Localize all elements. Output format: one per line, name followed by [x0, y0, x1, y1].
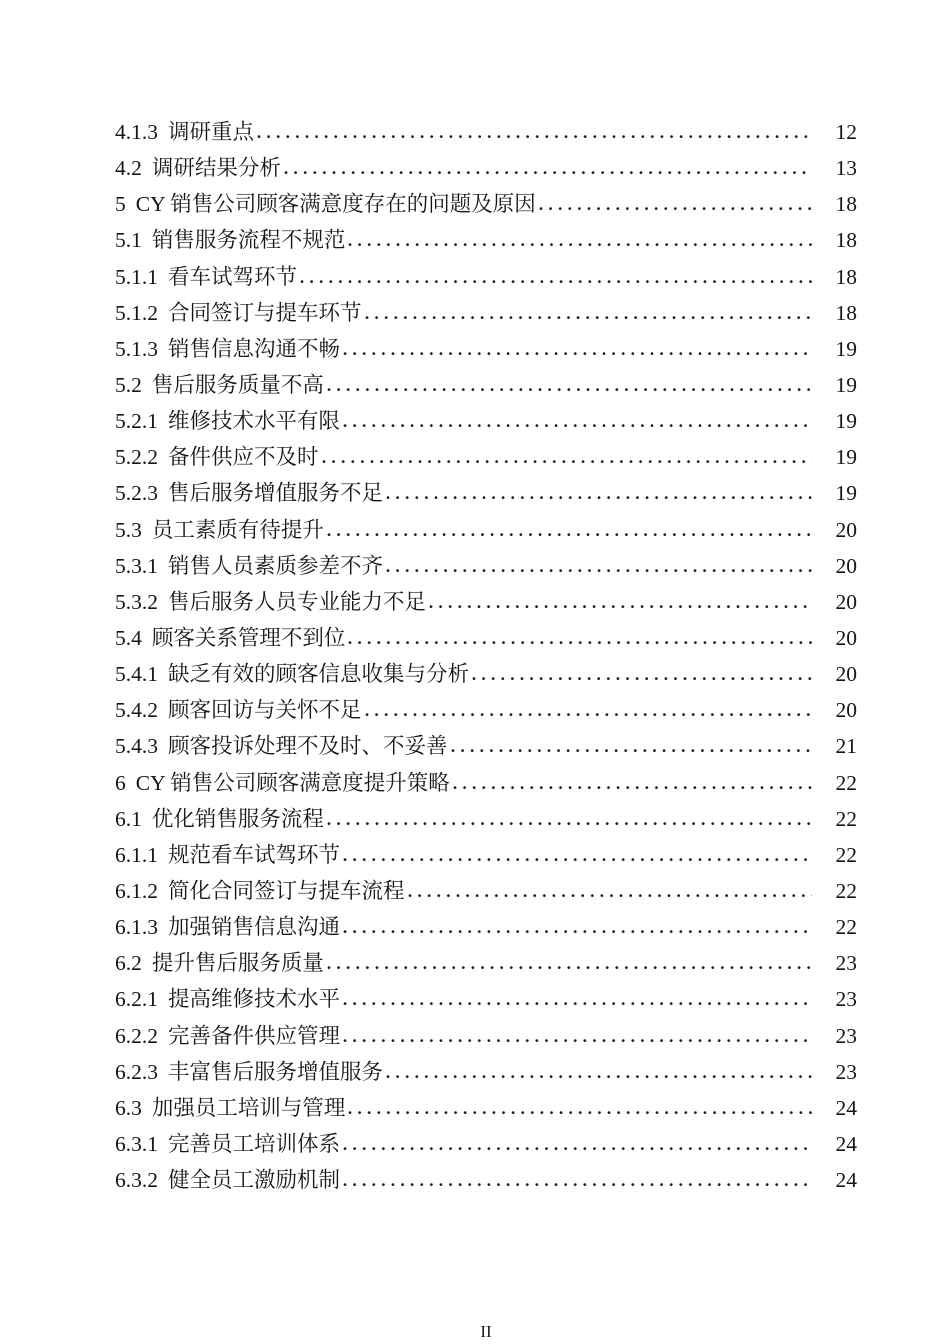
- page-footer: [115, 1323, 857, 1341]
- toc-entry: [115, 728, 857, 764]
- toc-entry-number: 6.1: [115, 806, 142, 831]
- toc-entry-page: 23: [835, 1023, 857, 1048]
- toc-entry: [115, 765, 857, 801]
- toc-entry-title: 顾客关系管理不到位: [151, 625, 346, 650]
- toc-entry: [115, 548, 857, 584]
- toc-entry: [115, 367, 857, 403]
- toc-entry-number: 5.4: [115, 625, 142, 650]
- toc-entry-number: 4.2: [115, 156, 142, 181]
- toc-entry-number: 5.1.3: [115, 336, 158, 361]
- toc-entry: [115, 439, 857, 475]
- dot-leader: [348, 640, 812, 645]
- dot-leader: [539, 206, 812, 211]
- toc-entry-number: 5.2.3: [115, 481, 158, 506]
- toc-entry-title: 备件供应不及时: [168, 445, 319, 470]
- toc-entry-page: 13: [835, 156, 857, 181]
- toc-entry: [115, 837, 857, 873]
- toc-entry-title: CY 销售公司顾客满意度提升策略: [135, 770, 450, 795]
- toc-entry: [115, 692, 857, 728]
- toc-entry-page: 24: [835, 1168, 857, 1193]
- toc-entry-title: 员工素质有待提升: [151, 517, 324, 542]
- toc-entry-number: 6.3.1: [115, 1131, 158, 1156]
- toc-entry-title: 调研重点: [168, 120, 255, 144]
- table-of-contents: [115, 114, 857, 1198]
- toc-entry: [115, 584, 857, 620]
- toc-entry-title: 完善员工培训体系: [168, 1131, 341, 1156]
- toc-entry-page: 22: [835, 878, 857, 903]
- toc-entry-page: 19: [835, 481, 857, 506]
- dot-leader: [343, 423, 812, 428]
- dot-leader: [343, 1001, 812, 1006]
- dot-leader: [343, 1146, 812, 1151]
- dot-leader: [386, 568, 812, 573]
- toc-entry-title: 销售人员素质参差不齐: [168, 553, 384, 578]
- toc-entry-title: 简化合同签订与提车流程: [168, 878, 405, 903]
- dot-leader: [327, 532, 812, 537]
- dot-leader: [327, 821, 812, 826]
- dot-leader: [343, 351, 812, 356]
- toc-entry-title: 顾客投诉处理不及时、不妥善: [168, 734, 448, 759]
- toc-entry-number: 5.1: [115, 228, 142, 253]
- toc-entry-number: 6.1.1: [115, 842, 158, 867]
- toc-entry-number: 5.3.1: [115, 553, 158, 578]
- toc-entry: [115, 620, 857, 656]
- toc-entry-title: 销售信息沟通不畅: [168, 336, 341, 361]
- toc-entry-page: 19: [835, 372, 857, 397]
- toc-entry-page: 21: [835, 734, 857, 759]
- toc-entry-page: 20: [835, 517, 857, 542]
- toc-entry-number: 5.3: [115, 517, 142, 542]
- dot-leader: [472, 676, 812, 681]
- toc-entry: [115, 259, 857, 295]
- toc-entry-page: 23: [835, 987, 857, 1012]
- toc-entry: [115, 475, 857, 511]
- toc-entry-page: 18: [835, 300, 857, 325]
- footer-page-number: II: [480, 1322, 492, 1341]
- toc-entry-number: 5: [115, 192, 126, 217]
- dot-leader: [386, 1074, 812, 1079]
- dot-leader: [343, 1182, 812, 1187]
- dot-leader: [348, 1110, 812, 1115]
- toc-entry-page: 18: [835, 228, 857, 253]
- toc-entry-number: 6.2: [115, 951, 142, 976]
- dot-leader: [408, 893, 812, 898]
- toc-entry-page: 19: [835, 409, 857, 434]
- dot-leader: [429, 604, 812, 609]
- toc-entry: [115, 1018, 857, 1054]
- dot-leader: [386, 495, 812, 500]
- toc-entry-page: 20: [835, 662, 857, 687]
- toc-entry: [115, 1090, 857, 1126]
- toc-entry-number: 5.1.1: [115, 264, 158, 289]
- toc-entry-title: 优化销售服务流程: [151, 806, 324, 831]
- toc-entry: [115, 403, 857, 439]
- toc-entry-page: 24: [835, 1131, 857, 1156]
- toc-entry-title: 看车试驾环节: [168, 264, 298, 289]
- toc-entry: [115, 1126, 857, 1162]
- toc-entry: [115, 114, 857, 150]
- toc-entry: [115, 222, 857, 258]
- toc-entry: [115, 981, 857, 1017]
- toc-entry-number: 6.1.3: [115, 915, 158, 940]
- toc-entry-title: CY 销售公司顾客满意度存在的问题及原因: [135, 192, 536, 217]
- toc-entry-page: 20: [835, 553, 857, 578]
- toc-entry-page: 22: [835, 842, 857, 867]
- toc-entry: [115, 295, 857, 331]
- toc-entry-title: 加强销售信息沟通: [168, 915, 341, 940]
- toc-entry: [115, 801, 857, 837]
- toc-entry-number: 5.2.1: [115, 409, 158, 434]
- toc-entry-number: 5.4.1: [115, 662, 158, 687]
- toc-entry-page: 19: [835, 445, 857, 470]
- dot-leader: [300, 279, 812, 284]
- toc-entry-title: 售后服务增值服务不足: [168, 481, 384, 506]
- toc-entry-title: 完善备件供应管理: [168, 1023, 341, 1048]
- toc-entry-number: 6.2.3: [115, 1059, 158, 1084]
- toc-entry-title: 合同签订与提车环节: [168, 300, 362, 325]
- toc-entry-title: 提高维修技术水平: [168, 987, 341, 1012]
- toc-entry-page: 22: [835, 806, 857, 831]
- toc-entry-page: 24: [835, 1095, 857, 1120]
- toc-entry-title: 缺乏有效的顾客信息收集与分析: [168, 662, 470, 687]
- toc-entry-page: 23: [835, 1059, 857, 1084]
- toc-entry-page: 20: [835, 698, 857, 723]
- dot-leader: [365, 712, 812, 717]
- toc-entry-page: 20: [835, 589, 857, 614]
- toc-entry-number: 6.3.2: [115, 1168, 158, 1193]
- dot-leader: [322, 459, 812, 464]
- toc-entry-number: 5.2: [115, 372, 142, 397]
- toc-entry: [115, 873, 857, 909]
- toc-entry-page: 20: [835, 625, 857, 650]
- dot-leader: [343, 1038, 812, 1043]
- dot-leader: [453, 785, 812, 790]
- dot-leader: [451, 748, 812, 753]
- toc-entry-title: 顾客回访与关怀不足: [168, 698, 362, 723]
- toc-entry-number: 5.4.2: [115, 698, 158, 723]
- toc-entry: [115, 331, 857, 367]
- toc-entry-title: 维修技术水平有限: [168, 409, 341, 434]
- dot-leader: [257, 134, 812, 139]
- toc-entry-title: 提升售后服务质量: [151, 951, 324, 976]
- toc-entry-page: 19: [835, 336, 857, 361]
- toc-entry: [115, 1162, 857, 1198]
- toc-entry-title: 售后服务质量不高: [151, 372, 324, 397]
- toc-entry-page: 22: [835, 770, 857, 795]
- toc-entry: [115, 1054, 857, 1090]
- dot-leader: [348, 242, 812, 247]
- toc-entry: [115, 512, 857, 548]
- dot-leader: [327, 965, 812, 970]
- toc-entry-number: 5.3.2: [115, 589, 158, 614]
- toc-entry-page: 12: [835, 120, 857, 144]
- toc-entry-page: 22: [835, 915, 857, 940]
- toc-entry: [115, 945, 857, 981]
- dot-leader: [284, 170, 812, 175]
- toc-entry-number: 6.2.1: [115, 987, 158, 1012]
- toc-entry: [115, 909, 857, 945]
- toc-entry-title: 售后服务人员专业能力不足: [168, 589, 427, 614]
- toc-entry-number: 4.1.3: [115, 120, 158, 144]
- toc-entry-number: 5.1.2: [115, 300, 158, 325]
- dot-leader: [343, 929, 812, 934]
- toc-entry-title: 加强员工培训与管理: [151, 1095, 346, 1120]
- toc-entry-number: 6: [115, 770, 126, 795]
- toc-entry: [115, 186, 857, 222]
- toc-entry-page: 18: [835, 192, 857, 217]
- toc-entry-title: 健全员工激励机制: [168, 1168, 341, 1193]
- toc-entry-number: 5.2.2: [115, 445, 158, 470]
- dot-leader: [343, 857, 812, 862]
- toc-entry: [115, 656, 857, 692]
- toc-entry-number: 6.1.2: [115, 878, 158, 903]
- toc-entry-page: 18: [835, 264, 857, 289]
- toc-entry: [115, 150, 857, 186]
- toc-entry-title: 销售服务流程不规范: [151, 228, 346, 253]
- dot-leader: [327, 387, 812, 392]
- toc-entry-title: 丰富售后服务增值服务: [168, 1059, 384, 1084]
- toc-entry-page: 23: [835, 951, 857, 976]
- toc-entry-title: 调研结果分析: [151, 156, 281, 181]
- toc-entry-number: 6.3: [115, 1095, 142, 1120]
- toc-entry-number: 6.2.2: [115, 1023, 158, 1048]
- dot-leader: [365, 315, 812, 320]
- toc-entry-number: 5.4.3: [115, 734, 158, 759]
- toc-entry-title: 规范看车试驾环节: [168, 842, 341, 867]
